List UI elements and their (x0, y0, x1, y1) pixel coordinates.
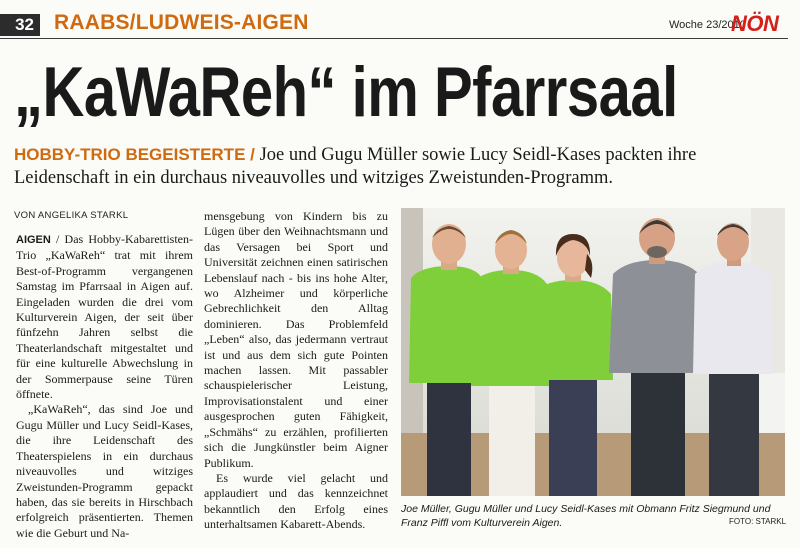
subheadline-text: Joe und Gugu Müller sowie Lucy Seidl-Kases packten ihre Leidenschaft in ein durchaus niveauvolles und witziges Zweistunden-Programm. (14, 145, 697, 188)
headline: „KaWaReh“ im Pfarrsaal (14, 52, 678, 132)
photo-caption: Joe Müller, Gugu Müller und Lucy Seidl-Kases mit Obmann Fritz Siegmund und Franz Piffl vom Kulturverein Aigen. (401, 503, 771, 529)
byline: VON ANGELIKA STARKL (14, 210, 129, 221)
group-photo (401, 208, 785, 496)
paragraph-text: / Das Hobby-Kabarettisten-Trio „KaWaReh“ trat mit ihrem Best-of-Programm vergangenen Samstag im Pfarrsaal in Aigen auf. Eingeladen wurden die drei vom Kulturverein Aigen, der seit über fünfzehn Jahren selbst die Theaterlandschaft mitgestaltet und für eine kulturelle Abwechslung in der Sommerpause seine Türen öffnete. (16, 232, 193, 402)
photo-credit: FOTO: STARKL (729, 517, 787, 526)
article-column-2 (204, 209, 388, 533)
paragraph (16, 232, 193, 402)
subheadline (14, 143, 790, 190)
paragraph: Es wurde viel gelacht und applaudiert und das kennzeichnet bekanntlich den Erfolg eines unterhaltsamen Kabarett-Abends. (204, 470, 388, 532)
brand-logo: NÖN (731, 11, 779, 36)
header-rule (0, 38, 788, 39)
subheadline-kicker: HOBBY-TRIO BEGEISTERTE / (14, 145, 260, 164)
section-title: RAABS/LUDWEIS-AIGEN (54, 11, 309, 34)
page-number: 32 (0, 14, 40, 36)
issue-label: Woche 23/2010 (669, 19, 746, 31)
article-column-1 (16, 232, 193, 541)
paragraph: mensgebung von Kindern bis zu Lügen über den Weihnachtsmann und das Versagen bei Sport und Universität zeichnen einen satirischen Lebenslauf nach - bis ins hohe Alter, wo Alzheimer und körperliche Gebrechlichkeit den Alltag dominieren. Das Problemfeld „Leben“ also, das jedermann vertraut ist und aus dem sich gute Pointen machen lassen. Mit passabler schauspielerischer Leistung, Improvisationstalent und einer ausgesprochen guten Fähigkeit, „Schmähs“ zu erzählen, profilierten sich die Jungkünstler beim Aigner Publikum. (204, 209, 388, 470)
paragraph: „KaWaReh“, das sind Joe und Gugu Müller und Lucy Seidl-Kases, die ihre Leidenschaft des Theaterspielens in ein durchaus niveauvolles und witziges Zweistunden-Programm gepackt haben, das sie bereits in Hirschbach erfolgreich präsentierten. Themen wie die Geburt und Na- (16, 402, 193, 540)
dateline: AIGEN (16, 234, 51, 246)
